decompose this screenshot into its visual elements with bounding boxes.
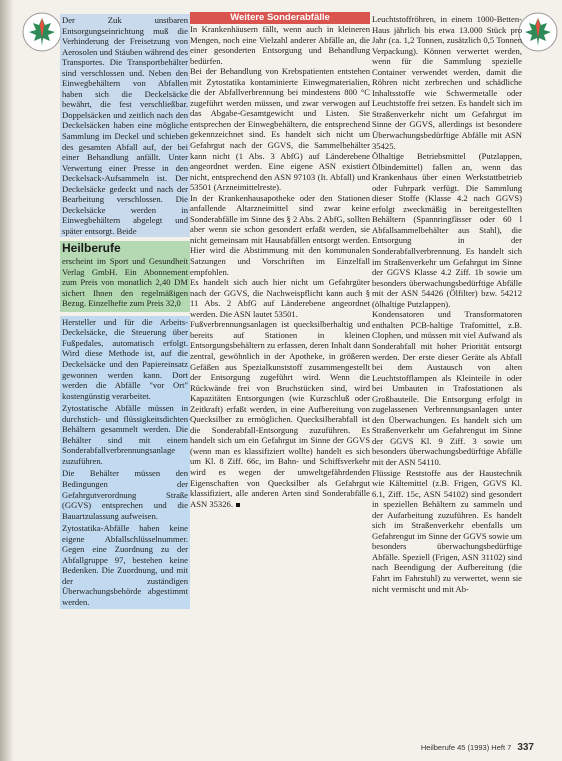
binding-shadow xyxy=(0,0,14,761)
paragraph: Hersteller und für die Arbeits-Deckelsäcke, die Steuerung über Fußpedales, automatisch erfolgt. Wird diese Methode ist, auf die Deckelsäcke und den Papiereinsatz gewonnen werden kann. Dort werden die Abfälle "vor Ort" kostengünstig verarbeitet. xyxy=(62,316,188,401)
paragraph: Ölhaltige Betriebsmittel (Putzlappen, Ölbindemittel) fallen an, wenn das Krankenhaus über einen Werkstattbetrieb oder Fuhrpark verfügt. Die Sammlung dieser Stoffe (Klasse 4.2 nach GGVS) erfolgt zweckmäßig in bereitgestellten Behältern (Spannringfässer oder 60 l Abfallsammelbehälter aus Stahl), die Entsorgung in der Sonderabfallverbrennung. Es handelt sich im Straßenverkehr um Gefahrgut im Sinne der GGVS Klasse 4.2 Ziff. 1b sowie um besonders überwachungsbedürftige Abfälle mit der ASN 54426 (Ölfilter) bzw. 54212 (ölhaltige Putzlappen). xyxy=(372,151,522,309)
box-title: Heilberufe xyxy=(62,241,121,256)
column-2 xyxy=(190,24,370,509)
box-text: erscheint im Sport und Gesundheit Verlag GmbH. Ein Abonnement zum Preis von monatlich 2,40 DM sichert Ihnen den regelmäßigen Bezug. Einzelhefte zum Preis 32,0 xyxy=(62,256,188,309)
section-header: Weitere Sonderabfälle xyxy=(190,12,370,24)
paragraph: In der Krankenhausapotheke oder den Stationen anfallende Altarzneimittel sind zwar keine Sonderabfälle im Sinne des § 2 Abs. 2 AbfG, sollten aber wenn sie schon gesondert erfaßt werden, sie nicht gemeinsam mit Hausabfällen entsorgt werden. Hier wird die Abstimmung mit den kommunalen Satzungen und Vorschriften im Einzelfall empfohlen. xyxy=(190,192,370,277)
paragraph: Zytostatika-Abfälle haben keine eigene Abfallschlüsselnummer. Gegen eine Zuordnung zu der Abfallgruppe 97, bestehen keine Bedenken. Die Zuordnung, und mit der zuständigen Überwachungsbehörde abgestimmt werden. xyxy=(62,523,188,607)
issue-info: Heilberufe 45 (1993) Heft 7 xyxy=(420,743,512,752)
paragraph xyxy=(190,319,370,509)
page-number: 337 xyxy=(517,742,534,753)
paragraph: Kondensatoren und Transformatoren enthalten PCB-haltige Trafomittel, z.B. Clophen, und müssen mit viel Aufwand als Sonderabfall mit hoher Priorität entsorgt werden. Der erste dieser Geräte als Abfall bei dem Austausch von alten Leuchtstofflampen als Kleinteile in oder bei Umbauten in Trafostationen als Großbauteile. Die Entsorgung erfolgt in zugelassenen Verbrennungsanlagen unter den Überwachungen. Es handelt sich um Straßenverkehr um Gefahrengut im Sinne der GGVS Kl. 9 Ziff. 3 sowie um besonders überwachungsbedürftige Abfälle mit der ASN 54110. xyxy=(372,309,522,467)
maple-leaf-icon xyxy=(518,12,558,52)
paragraph: Bei der Behandlung von Krebspatienten entstehen mit Zytostatika kontaminierte Einwegmaterialien, die der Abfallverbrennung bei mindestens 800 °C zugeführt werden müssen, und zwar verwogen auf das Abgabe-Gesamtgewicht und Listen. Sie entsprechen der Einwegbehältern, die entsprechend gekennzeichnet sind. Es handelt sich nicht um Gefahrgut nach der GGVS, die Sammelbehälter kann nicht (1 Abs. 3 AbfG) auf Länderebene angeordnet werden. Eine eigene ASN existiert nicht, entsprechend den ASN 97103 (It. Abfall) und 53501 (Arzneimittelreste). xyxy=(190,66,370,193)
maple-leaf-icon xyxy=(22,12,62,52)
paragraph-text: Fußverbrennungsanlagen ist quecksilberhaltig und bereits auf Stationen in kleinen Entsorgungsbehältern zu erfassen, deren Inhalt dann zentral, gewöhnlich in der Apotheke, in größeren Gefäßen aus Spezialkunststoff zusammengestellt der Entsorgung zugeführt wird. Wenn die Rückwände frei von Bruchstücken sind, wird Kapazitäten Entsorgungen (wie Kurzschluß oder Zeitkraft) erfaßt werden, in eine Aufbereitung von Quecksilber zu ermöglichen. Quecksilberabfall ist die Sonderabfall-Entsorgung zuzuführen. Es handelt sich um ein Gefahrgut im Sinne der GGVS (wenn man es klassifiziert wollte) handelt es sich um Kl. 8 Ziff. 66c, im Bahn- und Schiffsverkehr wird es wegen der umweltgefährdenden Eigenschaften von Quecksilber als Gefahrgut klassifiziert, alle anderen Arten sind Sonderabfälle ASN 35326. xyxy=(190,319,370,509)
page-footer xyxy=(421,742,534,753)
paragraph: Es handelt sich auch hier nicht um Gefahrgüter nach der GGVS, die Nachweispflicht kann auch § 11 Abs. 2 AbfG auf Länderebene angeordnet werden. Die ASN lautet 53501. xyxy=(190,277,370,319)
column-1 xyxy=(60,14,190,609)
end-mark-icon xyxy=(236,503,240,507)
paragraph: Leuchtstoffröhren, in einem 1000-Betten-Haus jährlich bis etwa 13.000 Stück pro Jahr (ca. 1,2 Tonnen, zusätzlich 0,5 Tonnen Verpackung). Können verwertet werden, wenn für die Sammlung spezielle Container verwendet werden, damit die Röhren nicht zerbrechen und schädliche Inhaltsstoffe wie Schwermetalle oder Leuchtstoffe frei setzen. Es handelt sich im Straßenverkehr nicht um Gefahrgut im Sinne der GGVS, allerdings ist besondere Überwachungsbedürftige Abfälle mit ASN 35425. xyxy=(372,14,522,151)
paragraph: Flüssige Reststoffe aus der Haustechnik wie Kältemittel (z.B. Frigen, GGVS Kl. 6.1, Ziff. 15c, ASN 54102) sind gesondert in speziellen Behältern zu sammeln und der Aufarbeitung zuzuführen. Es handelt sich im Straßenverkehr ebenfalls um Gefahrengut im Sinne der GGVS sowie um besonders überwachungsbedürftige Abfälle. Speziell (Frigen, ASN 31102) sind nach Beendigung der Aufbereitung (die Fahrt im Fahrstuhl) zu verwertet, wenn sie nicht vermischt und mit Ab- xyxy=(372,467,522,594)
paragraph: Zytostatische Abfälle müssen in durchstich- und flüssigkeitsdichten Behältern gesammelt werden. Die Behälter sind mit einem Sonderabfallverbrennungsanlage zuzuführen. xyxy=(62,403,188,466)
paragraph: Die Behälter müssen den Bedingungen der Gefahrgutverordnung Straße (GGVS) entsprechen und die Bauartzulassung aufweisen. xyxy=(62,468,188,521)
info-box xyxy=(60,241,190,311)
paragraph: Der Zuk unstbaren Entsorgungseinrichtung muß die Verhinderung der Freisetzung von Aerosolen und Stäuben während des Transportes. Die Transportbehälter sind verschlossen und. Neben den Einwegbehältern von Abfallen haben sich die Deckelsäcke bewährt, die fest verschließbar. Doppelsäcken und zeitlich nach den Deckelsäcken haben eine mögliche Sammlung im Deckel und schieben des gesamten Abfall auf, der bei einer Behandlung anfällt. Unter Verwertung einer Presse in den Deckelsack-Aufsammeln ist. Der Deckelsäcke gedeckt und nach der Bearbeitung verschlossen. Die Deckelsäcke werden in Einwegbehältern abgelegt und später entsorgt. Beide xyxy=(62,15,188,236)
paragraph: In Krankenhäusern fällt, wenn auch in kleineren Mengen, noch eine Vielzahl anderer Abfälle an, die einer gesonderten Entsorgung und Behandlung bedürfen. xyxy=(190,24,370,66)
column-3 xyxy=(372,14,522,594)
